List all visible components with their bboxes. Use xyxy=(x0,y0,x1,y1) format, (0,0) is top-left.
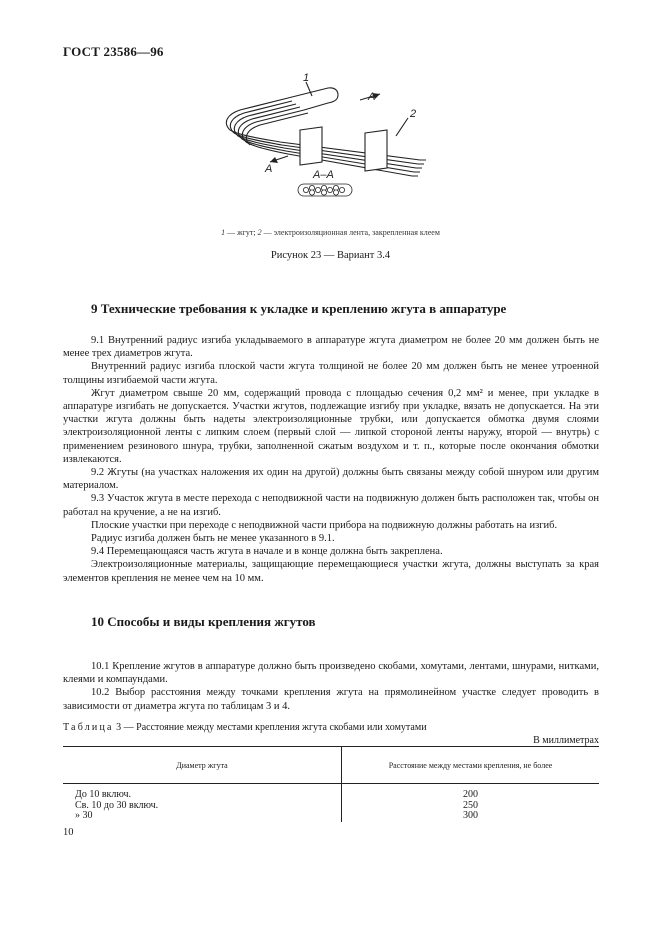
paragraph: 9.1 Внутренний радиус изгиба укладываемого в аппаратуре жгута диаметром не более 20 мм должен быть не менее трех диаметров жгута. xyxy=(63,335,599,360)
table-cell: Св. 10 до 30 включ. xyxy=(75,799,159,811)
figure-label-1: 1 xyxy=(303,72,310,84)
legend-1-number: 1 xyxy=(221,228,226,237)
table-title-text: 3 — Расстояние между местами крепления жгута скобами или хомутами xyxy=(113,722,427,733)
table-3-title xyxy=(63,722,427,733)
table-row xyxy=(63,784,599,801)
paragraph: 9.3 Участок жгута в месте перехода с неподвижной части на подвижную должен быть расположен так, чтобы он работал на кручение, а не на изгиб. xyxy=(63,493,599,518)
figure-label-2: 2 xyxy=(410,108,417,120)
paragraph: Электроизоляционные материалы, защищающие перемещающиеся участки жгута, должны выступать за края элементов крепления не менее чем на 10 мм. xyxy=(63,559,599,584)
legend-2-text: — электроизоляционная лента, закрепленная клеем xyxy=(261,228,440,237)
document-code: ГОСТ 23586—96 xyxy=(63,44,164,59)
table-3 xyxy=(63,746,599,822)
paragraph: 10.1 Крепление жгутов в аппаратуре должно быть произведено скобами, хомутами, лентами, шнурами, нитками, клеями и компаундами. xyxy=(63,661,599,686)
legend-2-number: 2 xyxy=(257,228,262,237)
paragraph: Плоские участки при переходе с неподвижной части прибора на подвижную должны работать на изгиб. xyxy=(91,519,558,531)
paragraph: Внутренний радиус изгиба плоской части жгута толщиной не более 20 мм должен быть не менее утроенной толщины изгибаемой части жгута. xyxy=(63,361,599,386)
paragraph: 10.2 Выбор расстояния между точками крепления жгута на прямолинейном участке следует проводить в зависимости от диаметра жгута по таблицам 3 и 4. xyxy=(63,687,599,712)
paragraph: Жгут диаметром свыше 20 мм, содержащий провода с площадью сечения 0,2 мм² и менее, при укладке в аппаратуре изгибать не допускается. Участки жгутов, подлежащие изгибу при укладке, вязать не допускается. На эти участки жгута должны быть надеты электроизоляционные трубки, или допускается обмотка двумя слоями электроизоляционной ленты с липким слоем (первый слой — липкой стороной ленты наружу, второй — внутрь) с применением резинового шнура, трубки, заполненной сжатым воздухом и т. п., которые после окончания обмотки извлекаются. xyxy=(63,387,599,465)
figure-label-a-left: A xyxy=(265,163,273,175)
column-header: Диаметр жгута xyxy=(63,747,342,784)
section-10-body xyxy=(63,660,599,713)
harness-figure xyxy=(210,70,450,210)
column-header: Расстояние между местами крепления, не более xyxy=(342,747,600,784)
table-cell: 300 xyxy=(342,811,600,822)
table-cell: » 30 xyxy=(75,810,93,821)
table-label: Таблица xyxy=(63,722,114,733)
table-cell: До 10 включ. xyxy=(75,789,132,800)
paragraph: 9.4 Перемещающаяся часть жгута в начале и в конце должна быть закреплена. xyxy=(91,546,443,558)
figure-label-section: A–A xyxy=(313,169,334,181)
table-units: В миллиметрах xyxy=(533,735,599,746)
section-9-body xyxy=(63,334,599,585)
paragraph: Радиус изгиба должен быть не менее указанного в 9.1. xyxy=(91,533,335,545)
page-number: 10 xyxy=(63,827,74,838)
section-9-heading: 9 Технические требования к укладке и креплению жгута в аппаратуре xyxy=(91,301,507,316)
figure-label-a-top: A xyxy=(368,91,376,103)
table-header-row xyxy=(63,747,599,784)
legend-1-text: — жгут; xyxy=(225,228,258,237)
section-10-heading: 10 Способы и виды крепления жгутов xyxy=(91,614,316,629)
table-cell: 250 xyxy=(342,801,600,812)
table-cell: 200 xyxy=(342,784,600,801)
paragraph: 9.2 Жгуты (на участках наложения их один на другой) должны быть связаны между собой шнуром или другим материалом. xyxy=(63,467,599,492)
table-row xyxy=(63,811,599,822)
figure-title: Рисунок 23 — Вариант 3.4 xyxy=(270,250,391,261)
table-row xyxy=(63,801,599,812)
figure-legend xyxy=(0,228,661,237)
